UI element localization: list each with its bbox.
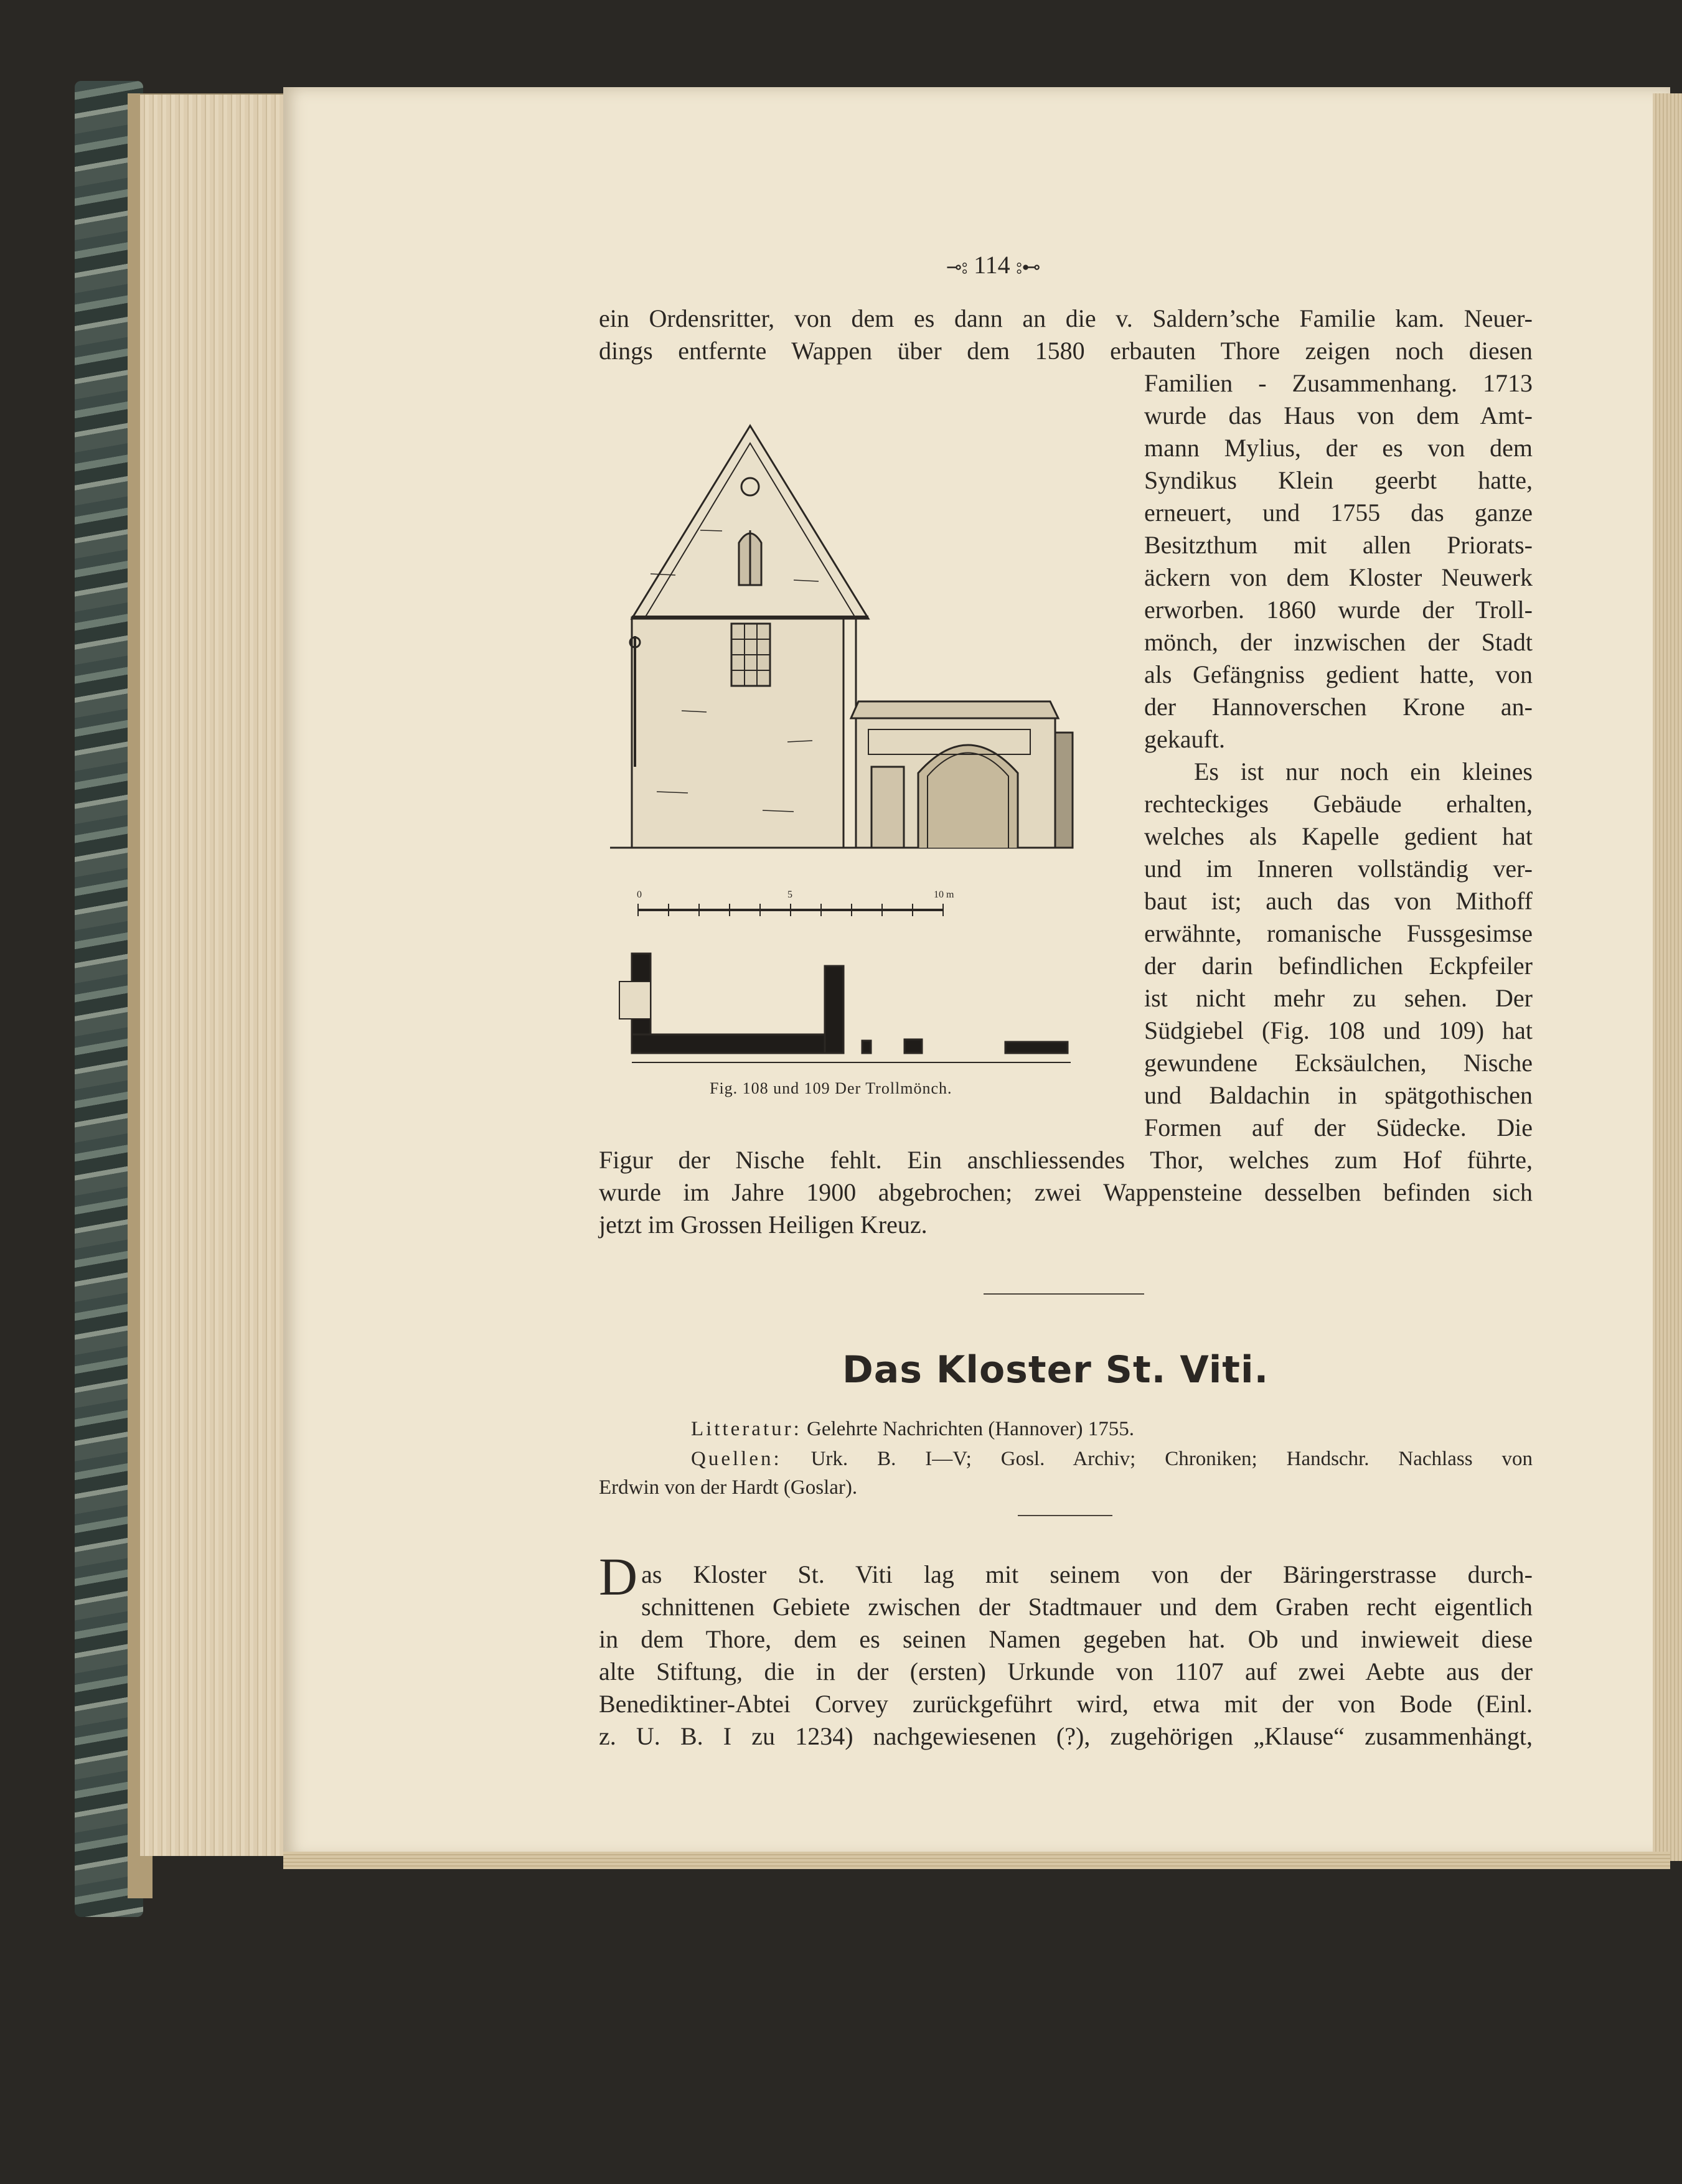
text-line: Besitzthum mit allen Priorats- xyxy=(1144,531,1533,559)
text-line: erworben. 1860 wurde der Troll- xyxy=(1144,596,1533,624)
text-line: als Gefängniss gedient hatte, von xyxy=(1144,660,1533,688)
first-line-text: as Kloster St. Viti lag mit seinem von der Bäringerstrasse durch- xyxy=(641,1560,1533,1588)
text-line: gewundene Ecksäulchen, Nische xyxy=(1144,1049,1533,1077)
text-line: erneuert, und 1755 das ganze xyxy=(1144,499,1533,527)
sources-text: Urk. B. I—V; Gosl. Archiv; Chroniken; Handschr. Nachlass von xyxy=(810,1448,1533,1470)
initial-letter: D xyxy=(599,1547,638,1606)
text-line: der darin befindlichen Eckpfeiler xyxy=(1144,952,1533,980)
text-line: und im Inneren vollständig ver- xyxy=(1144,855,1533,883)
text-line: mann Mylius, der es von dem xyxy=(1144,434,1533,462)
text-line: ein Ordensritter, von dem es dann an die v. Saldern’sche Familie kam. Neuer- xyxy=(599,304,1533,332)
text-line: baut ist; auch das von Mithoff xyxy=(1144,887,1533,915)
page-bottom-edge xyxy=(283,1852,1670,1869)
text-line: alte Stiftung, die in der (ersten) Urkunde von 1107 auf zwei Aebte aus der xyxy=(599,1657,1533,1685)
text-line: äckern von dem Kloster Neuwerk xyxy=(1144,563,1533,591)
text-line: Südgiebel (Fig. 108 und 109) hat xyxy=(1144,1016,1533,1044)
text-line: Familien - Zusammenhang. 1713 xyxy=(1144,369,1533,397)
literature-text: Gelehrte Nachrichten (Hannover) 1755. xyxy=(807,1418,1134,1440)
paragraph xyxy=(599,1547,1533,1753)
short-divider xyxy=(1018,1515,1112,1516)
page-number: 114 xyxy=(974,251,1010,279)
section-title: Das Kloster St. Viti. xyxy=(842,1348,1269,1392)
scale-label: 10 m xyxy=(934,889,954,900)
sources-line-2: Erdwin von der Hardt (Goslar). xyxy=(599,1476,858,1499)
text-line: ist nicht mehr zu sehen. Der xyxy=(1144,984,1533,1012)
trollmoench-illustration xyxy=(607,418,1074,1078)
text-line: rechteckiges Gebäude erhalten, xyxy=(1144,790,1533,818)
ornament-left: ⊸⦂ xyxy=(946,257,968,278)
after-figure-text xyxy=(599,1144,1533,1241)
text-line: erwähnte, romanische Fussgesimse xyxy=(1144,919,1533,947)
text-line: welches als Kapelle gedient hat xyxy=(1144,822,1533,850)
text-line: z. U. B. I zu 1234) nachgewiesenen (?), zugehörigen „Klause“ zusammenhängt, xyxy=(599,1722,1533,1750)
page-number-line xyxy=(946,250,1041,279)
text-line: wurde das Haus von dem Amt- xyxy=(1144,401,1533,429)
intro-text xyxy=(599,302,1533,367)
text-line: Es ist nur noch ein kleines xyxy=(1194,757,1533,785)
sources-line xyxy=(691,1444,1533,1474)
text-line: dings entfernte Wappen über dem 1580 erbauten Thore zeigen noch diesen xyxy=(599,337,1533,365)
text-line: und Baldachin in spätgothischen xyxy=(1144,1081,1533,1109)
ornament-right: ⦂⊷ xyxy=(1016,257,1041,278)
scale-label: 5 xyxy=(787,889,792,900)
figure-caption: Fig. 108 und 109 Der Trollmönch. xyxy=(710,1079,952,1097)
text-line: Syndikus Klein geerbt hatte, xyxy=(1144,466,1533,494)
page-stack xyxy=(140,93,289,1856)
text-line: Figur der Nische fehlt. Ein anschliessendes Thor, welches zum Hof führte, xyxy=(599,1146,1533,1174)
text-line: wurde im Jahre 1900 abgebrochen; zwei Wappensteine desselben befinden sich xyxy=(599,1178,1533,1206)
text-line: in dem Thore, dem es seinen Namen gegeben hat. Ob und inwieweit diese xyxy=(599,1625,1533,1653)
wrapped-text-column xyxy=(1144,367,1533,1144)
literature-label: Litteratur: xyxy=(691,1418,802,1440)
text-line: der Hannoverschen Krone an- xyxy=(1144,693,1533,721)
literature-line xyxy=(691,1414,1134,1444)
sources-label: Quellen: xyxy=(691,1448,782,1470)
text-line: schnittenen Gebiete zwischen der Stadtmauer und dem Graben recht eigentlich xyxy=(641,1593,1533,1621)
page-right-edge xyxy=(1653,93,1682,1861)
section-divider xyxy=(984,1293,1144,1295)
text-line xyxy=(599,1547,1533,1606)
text-line: Formen auf der Südecke. Die xyxy=(1144,1113,1533,1141)
text-line: Benediktiner-Abtei Corvey zurückgeführt wird, etwa mit der von Bode (Einl. xyxy=(599,1690,1533,1718)
text-line: jetzt im Grossen Heiligen Kreuz. xyxy=(599,1211,928,1239)
text-line: gekauft. xyxy=(1144,725,1225,753)
scale-label: 0 xyxy=(637,889,642,900)
text-line: mönch, der inzwischen der Stadt xyxy=(1144,628,1533,656)
